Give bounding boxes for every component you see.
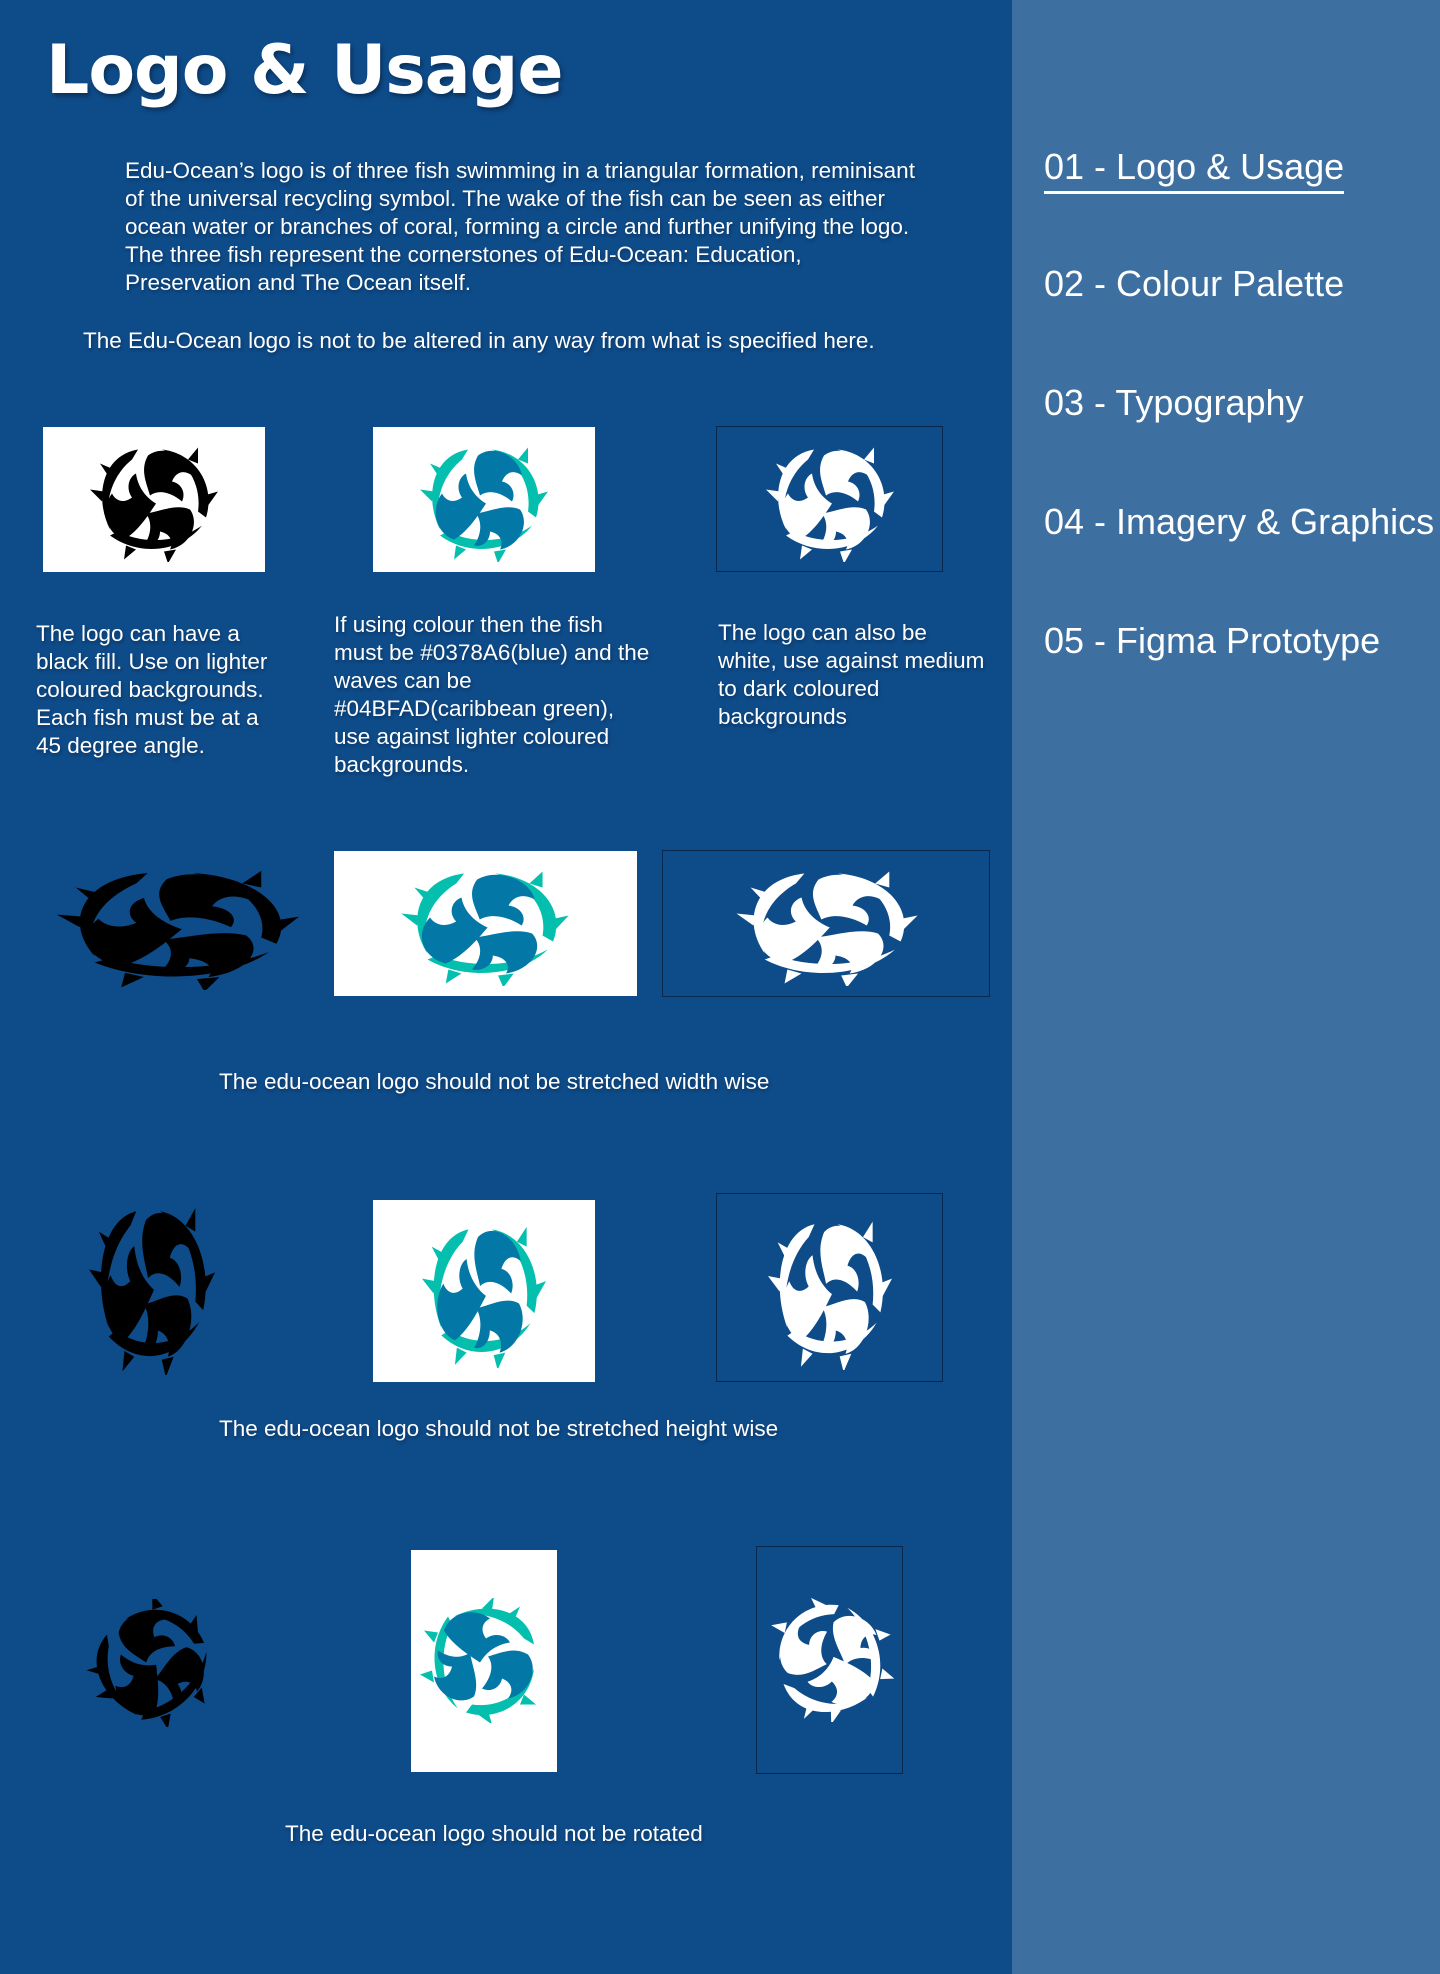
logo-colour-rotated-tile <box>411 1550 557 1772</box>
logo-colour-stretched-height-tile <box>373 1200 595 1382</box>
logo-white-stretched-height-tile <box>716 1193 943 1382</box>
page-title: Logo & Usage <box>46 31 563 110</box>
logo-colour-stretched-height <box>421 1214 547 1368</box>
logo-white-tile <box>716 426 943 572</box>
logo-colour-rotated <box>419 1598 549 1723</box>
nav-item-logo-usage[interactable]: 01 - Logo & Usage <box>1044 145 1344 194</box>
colour-logo-caption: If using colour then the fish must be #0378A6(blue) and the waves can be #04BFAD(caribbean green), use against lighter coloured backgrounds. <box>334 612 650 777</box>
nav-item-figma-prototype[interactable]: 05 - Figma Prototype <box>1044 620 1381 661</box>
logo-white-stretched-height <box>767 1208 893 1370</box>
logo-white-rotated <box>765 1597 895 1722</box>
intro-paragraph: Edu-Ocean’s logo is of three fish swimming in a triangular formation, reminisant of the universal recycling symbol. The wake of the fish can be seen as either ocean water or branches of coral, forming a circle and further unifying the logo. The three fish represent the cornerstones of Edu-Ocean: Education, Preservation and The Ocean itself. <box>125 158 915 295</box>
nav-item-imagery-graphics[interactable]: 04 - Imagery & Graphics <box>1044 501 1435 542</box>
logo-white-stretched-width <box>735 861 919 986</box>
logo-colour-icon <box>419 437 549 562</box>
logo-white-stretched-width-tile <box>662 850 990 997</box>
logo-black-stretched-width <box>55 860 301 990</box>
logo-black-stretched-height <box>88 1193 216 1375</box>
logo-black-tile <box>43 427 265 572</box>
logo-black-icon <box>89 437 219 562</box>
logo-white-icon <box>765 437 895 562</box>
logo-colour-stretched-width <box>400 861 570 986</box>
white-logo-caption: The logo can also be white, use against medium to dark coloured backgrounds <box>718 620 985 729</box>
height-misuse-caption: The edu-ocean logo should not be stretched height wise <box>219 1416 779 1441</box>
logo-white-rotated-tile <box>756 1546 903 1774</box>
logo-colour-stretched-width-tile <box>334 851 637 996</box>
black-logo-caption: The logo can have a black fill. Use on lighter coloured backgrounds. Each fish must be at a 45 degree angle. <box>36 621 268 758</box>
no-alter-note: The Edu-Ocean logo is not to be altered in any way from what is specified here. <box>83 328 875 353</box>
logo-colour-tile <box>373 427 595 572</box>
nav-item-colour-palette[interactable]: 02 - Colour Palette <box>1044 263 1345 304</box>
nav-item-typography[interactable]: 03 - Typography <box>1044 382 1304 423</box>
rotate-misuse-caption: The edu-ocean logo should not be rotated <box>285 1821 703 1846</box>
logo-black-rotated <box>86 1599 218 1727</box>
width-misuse-caption: The edu-ocean logo should not be stretched width wise <box>219 1069 770 1094</box>
